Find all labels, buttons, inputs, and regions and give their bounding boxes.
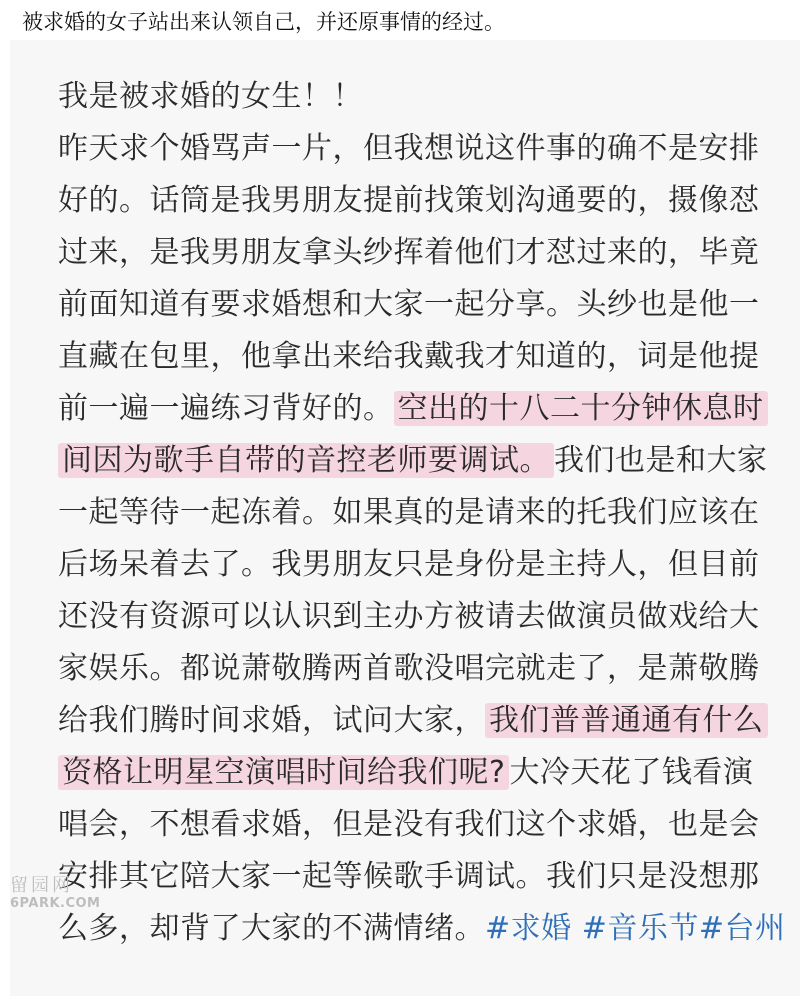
hashtag-link[interactable]: #台州 — [698, 911, 786, 946]
text-segment: 前一遍一遍练习背好的。 — [58, 391, 394, 426]
text-segment: 我们也是和大家 — [554, 443, 768, 478]
text-segment: 还没有资源可以认识到主办方被请去做演员做戏给大 — [58, 599, 760, 634]
text-line — [58, 857, 760, 897]
text-segment: 后场呆着去了。我男朋友只是身份是主持人，但目前 — [58, 547, 760, 582]
text-line — [58, 77, 363, 117]
text-line — [58, 909, 785, 949]
highlighted-text: 资格让明星空演唱时间给我们呢? — [58, 755, 509, 790]
text-line — [58, 493, 760, 533]
text-line — [58, 753, 753, 793]
text-segment: 给我们腾时间求婚，试问大家， — [58, 703, 485, 738]
text-line — [58, 181, 760, 221]
post-caption: 被求婚的女子站出来认领自己，并还原事情的经过。 — [22, 10, 505, 34]
text-segment: 好的。话筒是我男朋友提前找策划沟通要的，摄像怼 — [58, 183, 760, 218]
text-line — [58, 441, 768, 481]
hashtag-link[interactable]: #求婚 — [485, 911, 572, 946]
watermark-domain: 6PARK.COM — [10, 896, 101, 911]
text-line — [58, 389, 768, 429]
site-watermark — [10, 875, 101, 912]
text-segment: 过来，是我男朋友拿头纱挥着他们才怼过来的，毕竟 — [58, 235, 760, 270]
text-segment: 昨天求个婚骂声一片，但我想说这件事的确不是安排 — [58, 131, 760, 166]
highlighted-text: 间因为歌手自带的音控老师要调试。 — [58, 443, 554, 478]
text-line — [58, 285, 760, 325]
screenshot-post — [10, 40, 800, 996]
text-line — [58, 337, 760, 377]
watermark-logo-text: 留园网 — [10, 875, 73, 896]
text-line — [58, 701, 768, 741]
text-line — [58, 649, 760, 689]
text-line — [58, 805, 760, 845]
text-segment: 家娱乐。都说萧敬腾两首歌没唱完就走了，是萧敬腾 — [58, 651, 760, 686]
text-line — [58, 233, 760, 273]
highlighted-text: 空出的十八二十分钟休息时 — [394, 391, 768, 426]
text-line — [58, 597, 760, 637]
text-segment: 安排其它陪大家一起等候歌手调试。我们只是没想那 — [58, 859, 760, 894]
text-segment: 我是被求婚的女生！！ — [58, 79, 363, 114]
hashtag-link[interactable]: #音乐节 — [581, 911, 699, 946]
text-segment: 唱会，不想看求婚，但是没有我们这个求婚，也是会 — [58, 807, 760, 842]
highlighted-text: 我们普普通通有什么 — [485, 703, 768, 738]
text-line — [58, 545, 760, 585]
text-segment: 一起等待一起冻着。如果真的是请来的托我们应该在 — [58, 495, 760, 530]
text-segment: 大冷天花了钱看演 — [509, 755, 754, 790]
text-segment: 前面知道有要求婚想和大家一起分享。头纱也是他一 — [58, 287, 760, 322]
text-line — [58, 129, 760, 169]
text-segment: 直藏在包里，他拿出来给我戴我才知道的，词是他提 — [58, 339, 760, 374]
text-segment: 么多，却背了大家的不满情绪。 — [58, 911, 485, 946]
